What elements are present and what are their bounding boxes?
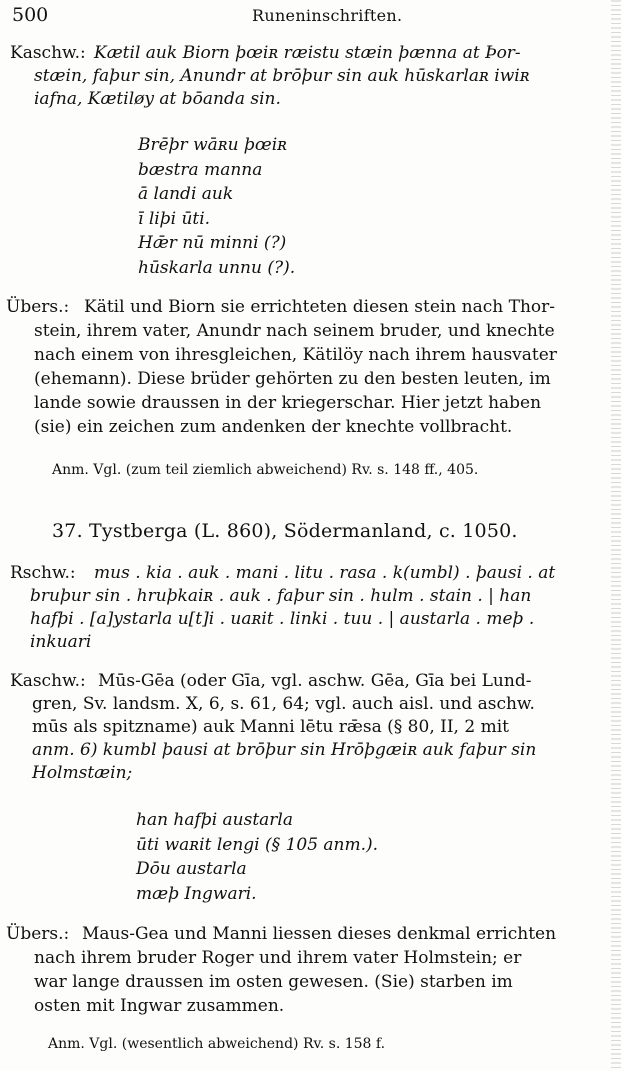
rschw-block-37 <box>10 562 604 654</box>
kaschw-line: anm. 6) kumbl þausi at brōþur sin Hrōþgæiʀ auk faþur sin <box>32 740 537 760</box>
kaschw-label: Kaschw.: <box>10 43 86 63</box>
kaschw-line: Mūs-Gēa (oder Gīa, vgl. aschw. Gēa, Gīa bei Lund- <box>98 671 532 691</box>
rschw-line: hafþi . [a]ystarla u[t]i . uaʀit . linki . tuu . | austarla . meþ . <box>30 609 535 629</box>
verse-line: han hafþi austarla <box>136 810 294 830</box>
verse-block-37 <box>136 808 378 906</box>
verse-line: mæþ Ingwari. <box>136 883 257 904</box>
verse-block-36 <box>138 133 295 280</box>
annotation-37: Anm. Vgl. (wesentlich abweichend) Rv. s. 158 f. <box>48 1036 386 1052</box>
ubers-line: nach ihrem bruder Roger und ihrem vater Holmstein; er <box>34 948 522 968</box>
kaschw-line: gren, Sv. landsm. X, 6, s. 61, 64; vgl. auch aisl. und aschw. <box>32 694 535 714</box>
kaschw-block-36 <box>10 42 600 111</box>
kaschw-line: iafna, Kætiløy at bōanda sin. <box>34 89 281 109</box>
verse-line: Hǣr nū minni (?) <box>138 233 287 253</box>
ubers-block-37 <box>6 922 604 1018</box>
verse-line: ā landi auk <box>138 184 234 204</box>
verse-line: hūskarla unnu (?). <box>138 257 296 278</box>
verse-line: ī liþi ūti. <box>138 208 211 229</box>
kaschw-line: mūs als spitzname) auk Manni lētu rǣsa (§ 80, II, 2 mit <box>32 717 509 737</box>
rschw-line: mus . kia . auk . mani . litu . rasa . k(umbl) . þausi . at <box>94 563 556 583</box>
kaschw-line: Holmstæin; <box>32 763 133 783</box>
rschw-line: bruþur sin . hruþkaiʀ . auk . faþur sin . hulm . stain . | han <box>30 586 532 606</box>
annotation-36: Anm. Vgl. (zum teil ziemlich abweichend) Rv. s. 148 ff., 405. <box>52 462 479 478</box>
ubers-label: Übers.: <box>6 297 70 317</box>
ubers-line: war lange draussen im osten gewesen. (Sie) starben im <box>34 972 513 992</box>
kaschw-line: Kætil auk Biorn þœiʀ ræistu stæin þænna at Þor- <box>94 43 521 63</box>
page-edge-shadow <box>611 0 621 1070</box>
verse-line: Brēþr wāʀu þœiʀ <box>138 135 288 155</box>
kaschw-block-37 <box>10 670 604 785</box>
kaschw-line: stæin, faþur sin, Anundr at brōþur sin auk hūskarlaʀ iwiʀ <box>34 66 530 86</box>
rschw-label: Rschw.: <box>10 563 76 583</box>
ubers-line: Maus-Gea und Manni liessen dieses denkmal errichten <box>82 924 557 944</box>
verse-line: Dōu austarla <box>136 859 247 879</box>
ubers-block-36 <box>6 295 604 439</box>
ubers-line: osten mit Ingwar zusammen. <box>34 996 285 1016</box>
ubers-line: lande sowie draussen in der kriegerschar. Hier jetzt haben <box>34 393 542 413</box>
ubers-line: (sie) ein zeichen zum andenken der knechte vollbracht. <box>34 417 513 437</box>
page-number: 500 <box>12 4 49 26</box>
section-heading: 37. Tystberga (L. 860), Södermanland, c. 1050. <box>52 520 518 542</box>
ubers-line: Kätil und Biorn sie errichteten diesen stein nach Thor- <box>84 297 556 317</box>
kaschw-label: Kaschw.: <box>10 671 86 691</box>
page-header <box>12 4 602 28</box>
ubers-line: stein, ihrem vater, Anundr nach seinem bruder, und knechte <box>34 321 555 341</box>
ubers-line: nach einem von ihresgleichen, Kätilöy nach ihrem hausvater <box>34 345 557 365</box>
ubers-label: Übers.: <box>6 924 70 944</box>
verse-line: bæstra manna <box>138 159 263 180</box>
ubers-line: (ehemann). Diese brüder gehörten zu den besten leuten, im <box>34 369 551 389</box>
running-head: Runeninschriften. <box>252 6 403 25</box>
rschw-line: inkuari <box>30 632 92 652</box>
verse-line: ūti waʀit lengi (§ 105 anm.). <box>136 834 379 855</box>
